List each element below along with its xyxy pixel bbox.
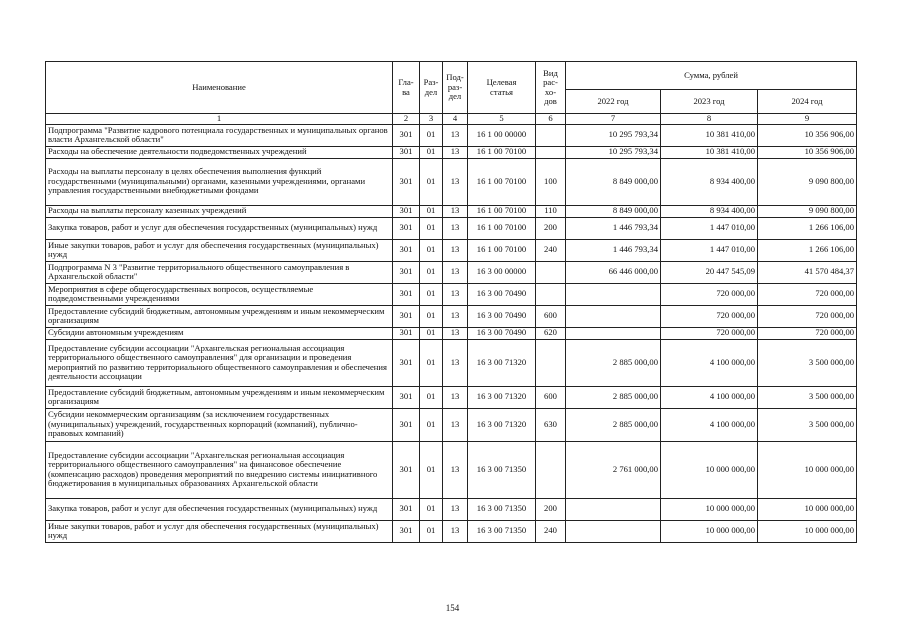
row-target-article: 16 1 00 70100 (468, 217, 536, 239)
row-expense-type (536, 339, 566, 386)
row-podrazdel: 13 (443, 158, 468, 205)
row-expense-type: 600 (536, 305, 566, 327)
row-glava: 301 (393, 261, 420, 283)
table-row (46, 146, 857, 158)
row-podrazdel: 13 (443, 146, 468, 158)
row-expense-type: 240 (536, 520, 566, 542)
row-glava: 301 (393, 217, 420, 239)
row-target-article: 16 3 00 71350 (468, 498, 536, 520)
row-amount-2022 (566, 305, 661, 327)
header-target: Целевая статья (468, 62, 536, 114)
row-podrazdel: 13 (443, 408, 468, 441)
row-name: Закупка товаров, работ и услуг для обеспечения государственных (муниципальных) нужд (46, 217, 393, 239)
row-target-article: 16 3 00 71320 (468, 386, 536, 408)
row-glava: 301 (393, 386, 420, 408)
row-expense-type (536, 124, 566, 146)
row-glava: 301 (393, 239, 420, 261)
row-podrazdel: 13 (443, 217, 468, 239)
row-razdel: 01 (420, 327, 443, 339)
row-podrazdel: 13 (443, 239, 468, 261)
header-name: Наименование (46, 62, 393, 114)
row-amount-2023: 10 000 000,00 (661, 520, 758, 542)
row-amount-2024: 3 500 000,00 (758, 386, 857, 408)
column-number: 8 (661, 114, 758, 125)
table-row (46, 124, 857, 146)
row-amount-2022: 2 885 000,00 (566, 339, 661, 386)
row-amount-2024: 10 000 000,00 (758, 520, 857, 542)
table-row (46, 305, 857, 327)
row-amount-2022 (566, 327, 661, 339)
row-amount-2023: 10 381 410,00 (661, 124, 758, 146)
row-amount-2022: 1 446 793,34 (566, 239, 661, 261)
table-row (46, 386, 857, 408)
row-expense-type (536, 283, 566, 305)
table-body (46, 124, 857, 542)
row-expense-type: 630 (536, 408, 566, 441)
row-razdel: 01 (420, 283, 443, 305)
table-row (46, 408, 857, 441)
header-razdel: Раз- дел (420, 62, 443, 114)
row-name: Предоставление субсидий бюджетным, автономным учреждениям и иным некоммерческим организациям (46, 305, 393, 327)
row-razdel: 01 (420, 339, 443, 386)
row-amount-2022: 8 849 000,00 (566, 158, 661, 205)
row-podrazdel: 13 (443, 305, 468, 327)
table-row (46, 520, 857, 542)
row-razdel: 01 (420, 520, 443, 542)
row-glava: 301 (393, 520, 420, 542)
row-expense-type: 240 (536, 239, 566, 261)
row-amount-2022: 2 885 000,00 (566, 408, 661, 441)
row-glava: 301 (393, 339, 420, 386)
header-glava: Гла- ва (393, 62, 420, 114)
row-name: Закупка товаров, работ и услуг для обеспечения государственных (муниципальных) нужд (46, 498, 393, 520)
table-row (46, 239, 857, 261)
row-amount-2024: 9 090 800,00 (758, 158, 857, 205)
row-name: Мероприятия в сфере общегосударственных вопросов, осуществляемые подведомственными учреждениями (46, 283, 393, 305)
row-expense-type (536, 441, 566, 498)
row-podrazdel: 13 (443, 386, 468, 408)
row-podrazdel: 13 (443, 283, 468, 305)
row-amount-2022 (566, 520, 661, 542)
row-glava: 301 (393, 124, 420, 146)
row-podrazdel: 13 (443, 261, 468, 283)
row-glava: 301 (393, 158, 420, 205)
row-amount-2022 (566, 283, 661, 305)
row-razdel: 01 (420, 158, 443, 205)
row-target-article: 16 3 00 71350 (468, 441, 536, 498)
row-expense-type: 620 (536, 327, 566, 339)
row-name: Иные закупки товаров, работ и услуг для обеспечения государственных (муниципальных) нужд (46, 239, 393, 261)
row-glava: 301 (393, 441, 420, 498)
row-amount-2023: 4 100 000,00 (661, 339, 758, 386)
row-amount-2024: 720 000,00 (758, 283, 857, 305)
column-number: 3 (420, 114, 443, 125)
header-vid: Вид рас- хо- дов (536, 62, 566, 114)
table-row (46, 217, 857, 239)
row-podrazdel: 13 (443, 205, 468, 217)
row-amount-2022: 66 446 000,00 (566, 261, 661, 283)
header-year-2024: 2024 год (758, 90, 857, 114)
row-podrazdel: 13 (443, 339, 468, 386)
row-razdel: 01 (420, 217, 443, 239)
budget-table (45, 61, 857, 543)
row-amount-2024: 1 266 106,00 (758, 239, 857, 261)
row-target-article: 16 1 00 70100 (468, 239, 536, 261)
row-target-article: 16 1 00 70100 (468, 158, 536, 205)
table-row (46, 205, 857, 217)
row-name: Расходы на выплаты персоналу в целях обеспечения выполнения функций государственными (муниципальными) органами, казенными учреждениями, органами управления государственными внебюджетными фондами (46, 158, 393, 205)
row-razdel: 01 (420, 498, 443, 520)
row-podrazdel: 13 (443, 498, 468, 520)
row-amount-2023: 10 381 410,00 (661, 146, 758, 158)
table-row (46, 261, 857, 283)
row-expense-type: 200 (536, 498, 566, 520)
row-amount-2023: 10 000 000,00 (661, 441, 758, 498)
row-razdel: 01 (420, 261, 443, 283)
row-target-article: 16 3 00 71320 (468, 408, 536, 441)
column-number-row (46, 114, 857, 125)
row-podrazdel: 13 (443, 327, 468, 339)
row-amount-2024: 41 570 484,37 (758, 261, 857, 283)
row-expense-type: 600 (536, 386, 566, 408)
row-amount-2023: 8 934 400,00 (661, 205, 758, 217)
row-glava: 301 (393, 305, 420, 327)
row-amount-2024: 1 266 106,00 (758, 217, 857, 239)
row-amount-2022: 2 885 000,00 (566, 386, 661, 408)
row-razdel: 01 (420, 124, 443, 146)
row-glava: 301 (393, 408, 420, 441)
row-name: Субсидии некоммерческим организациям (за исключением государственных (муниципальных) учреждений, государственных корпораций (компаний), публично-правовых компаний) (46, 408, 393, 441)
row-podrazdel: 13 (443, 520, 468, 542)
row-name: Подпрограмма N 3 "Развитие территориального общественного самоуправления в Архангельской области" (46, 261, 393, 283)
row-expense-type (536, 146, 566, 158)
row-amount-2022 (566, 498, 661, 520)
row-target-article: 16 3 00 71350 (468, 520, 536, 542)
header-podrazdel: Под- раз- дел (443, 62, 468, 114)
row-amount-2024: 10 356 906,00 (758, 124, 857, 146)
row-razdel: 01 (420, 386, 443, 408)
row-target-article: 16 1 00 70100 (468, 146, 536, 158)
table-row (46, 339, 857, 386)
row-glava: 301 (393, 498, 420, 520)
column-number: 2 (393, 114, 420, 125)
row-target-article: 16 3 00 71320 (468, 339, 536, 386)
row-expense-type (536, 261, 566, 283)
row-amount-2024: 10 000 000,00 (758, 441, 857, 498)
row-amount-2024: 3 500 000,00 (758, 408, 857, 441)
table-row (46, 498, 857, 520)
page-number: 154 (445, 603, 460, 613)
row-name: Расходы на выплаты персоналу казенных учреждений (46, 205, 393, 217)
row-target-article: 16 1 00 00000 (468, 124, 536, 146)
row-glava: 301 (393, 283, 420, 305)
column-number: 6 (536, 114, 566, 125)
row-expense-type: 200 (536, 217, 566, 239)
row-amount-2022: 10 295 793,34 (566, 146, 661, 158)
row-amount-2024: 720 000,00 (758, 327, 857, 339)
column-number: 9 (758, 114, 857, 125)
row-name: Предоставление субсидии ассоциации "Архангельская региональная ассоциация территориального общественного самоуправления" для организации и проведения мероприятий по развитию территориального общественного самоуправления и обеспечения деятельности ассоциации (46, 339, 393, 386)
row-name: Подпрограмма "Развитие кадрового потенциала государственных и муниципальных органов власти Архангельской области" (46, 124, 393, 146)
row-razdel: 01 (420, 408, 443, 441)
row-amount-2023: 720 000,00 (661, 283, 758, 305)
row-expense-type: 100 (536, 158, 566, 205)
row-name: Расходы на обеспечение деятельности подведомственных учреждений (46, 146, 393, 158)
column-number: 7 (566, 114, 661, 125)
row-amount-2023: 4 100 000,00 (661, 386, 758, 408)
column-number: 4 (443, 114, 468, 125)
row-target-article: 16 3 00 70490 (468, 327, 536, 339)
table-row (46, 158, 857, 205)
row-name: Предоставление субсидии ассоциации "Архангельская региональная ассоциация территориального общественного самоуправления" на финансовое обеспечение (компенсацию расходов) проведения мероприятий по внедрению системы инициативного бюджетирования в муниципальных образованиях Архангельской области (46, 441, 393, 498)
row-amount-2023: 720 000,00 (661, 327, 758, 339)
row-target-article: 16 3 00 00000 (468, 261, 536, 283)
row-amount-2024: 3 500 000,00 (758, 339, 857, 386)
row-razdel: 01 (420, 441, 443, 498)
row-amount-2024: 10 356 906,00 (758, 146, 857, 158)
row-amount-2022: 10 295 793,34 (566, 124, 661, 146)
row-razdel: 01 (420, 205, 443, 217)
table-row (46, 283, 857, 305)
row-amount-2022: 1 446 793,34 (566, 217, 661, 239)
row-podrazdel: 13 (443, 124, 468, 146)
row-glava: 301 (393, 205, 420, 217)
row-expense-type: 110 (536, 205, 566, 217)
row-podrazdel: 13 (443, 441, 468, 498)
column-number: 1 (46, 114, 393, 125)
row-amount-2024: 10 000 000,00 (758, 498, 857, 520)
row-amount-2023: 720 000,00 (661, 305, 758, 327)
row-razdel: 01 (420, 305, 443, 327)
row-amount-2023: 4 100 000,00 (661, 408, 758, 441)
row-amount-2023: 1 447 010,00 (661, 239, 758, 261)
row-amount-2024: 720 000,00 (758, 305, 857, 327)
table-row (46, 327, 857, 339)
table-row (46, 441, 857, 498)
row-amount-2022: 2 761 000,00 (566, 441, 661, 498)
row-razdel: 01 (420, 239, 443, 261)
row-razdel: 01 (420, 146, 443, 158)
row-name: Субсидии автономным учреждениям (46, 327, 393, 339)
header-sum: Сумма, рублей (566, 62, 857, 90)
row-target-article: 16 3 00 70490 (468, 283, 536, 305)
row-amount-2023: 10 000 000,00 (661, 498, 758, 520)
row-amount-2024: 9 090 800,00 (758, 205, 857, 217)
header-year-2023: 2023 год (661, 90, 758, 114)
row-amount-2023: 8 934 400,00 (661, 158, 758, 205)
row-glava: 301 (393, 146, 420, 158)
row-amount-2023: 20 447 545,09 (661, 261, 758, 283)
header-year-2022: 2022 год (566, 90, 661, 114)
row-name: Предоставление субсидий бюджетным, автономным учреждениям и иным некоммерческим организациям (46, 386, 393, 408)
row-name: Иные закупки товаров, работ и услуг для обеспечения государственных (муниципальных) нужд (46, 520, 393, 542)
row-amount-2023: 1 447 010,00 (661, 217, 758, 239)
row-glava: 301 (393, 327, 420, 339)
column-number: 5 (468, 114, 536, 125)
row-target-article: 16 3 00 70490 (468, 305, 536, 327)
row-amount-2022: 8 849 000,00 (566, 205, 661, 217)
row-target-article: 16 1 00 70100 (468, 205, 536, 217)
